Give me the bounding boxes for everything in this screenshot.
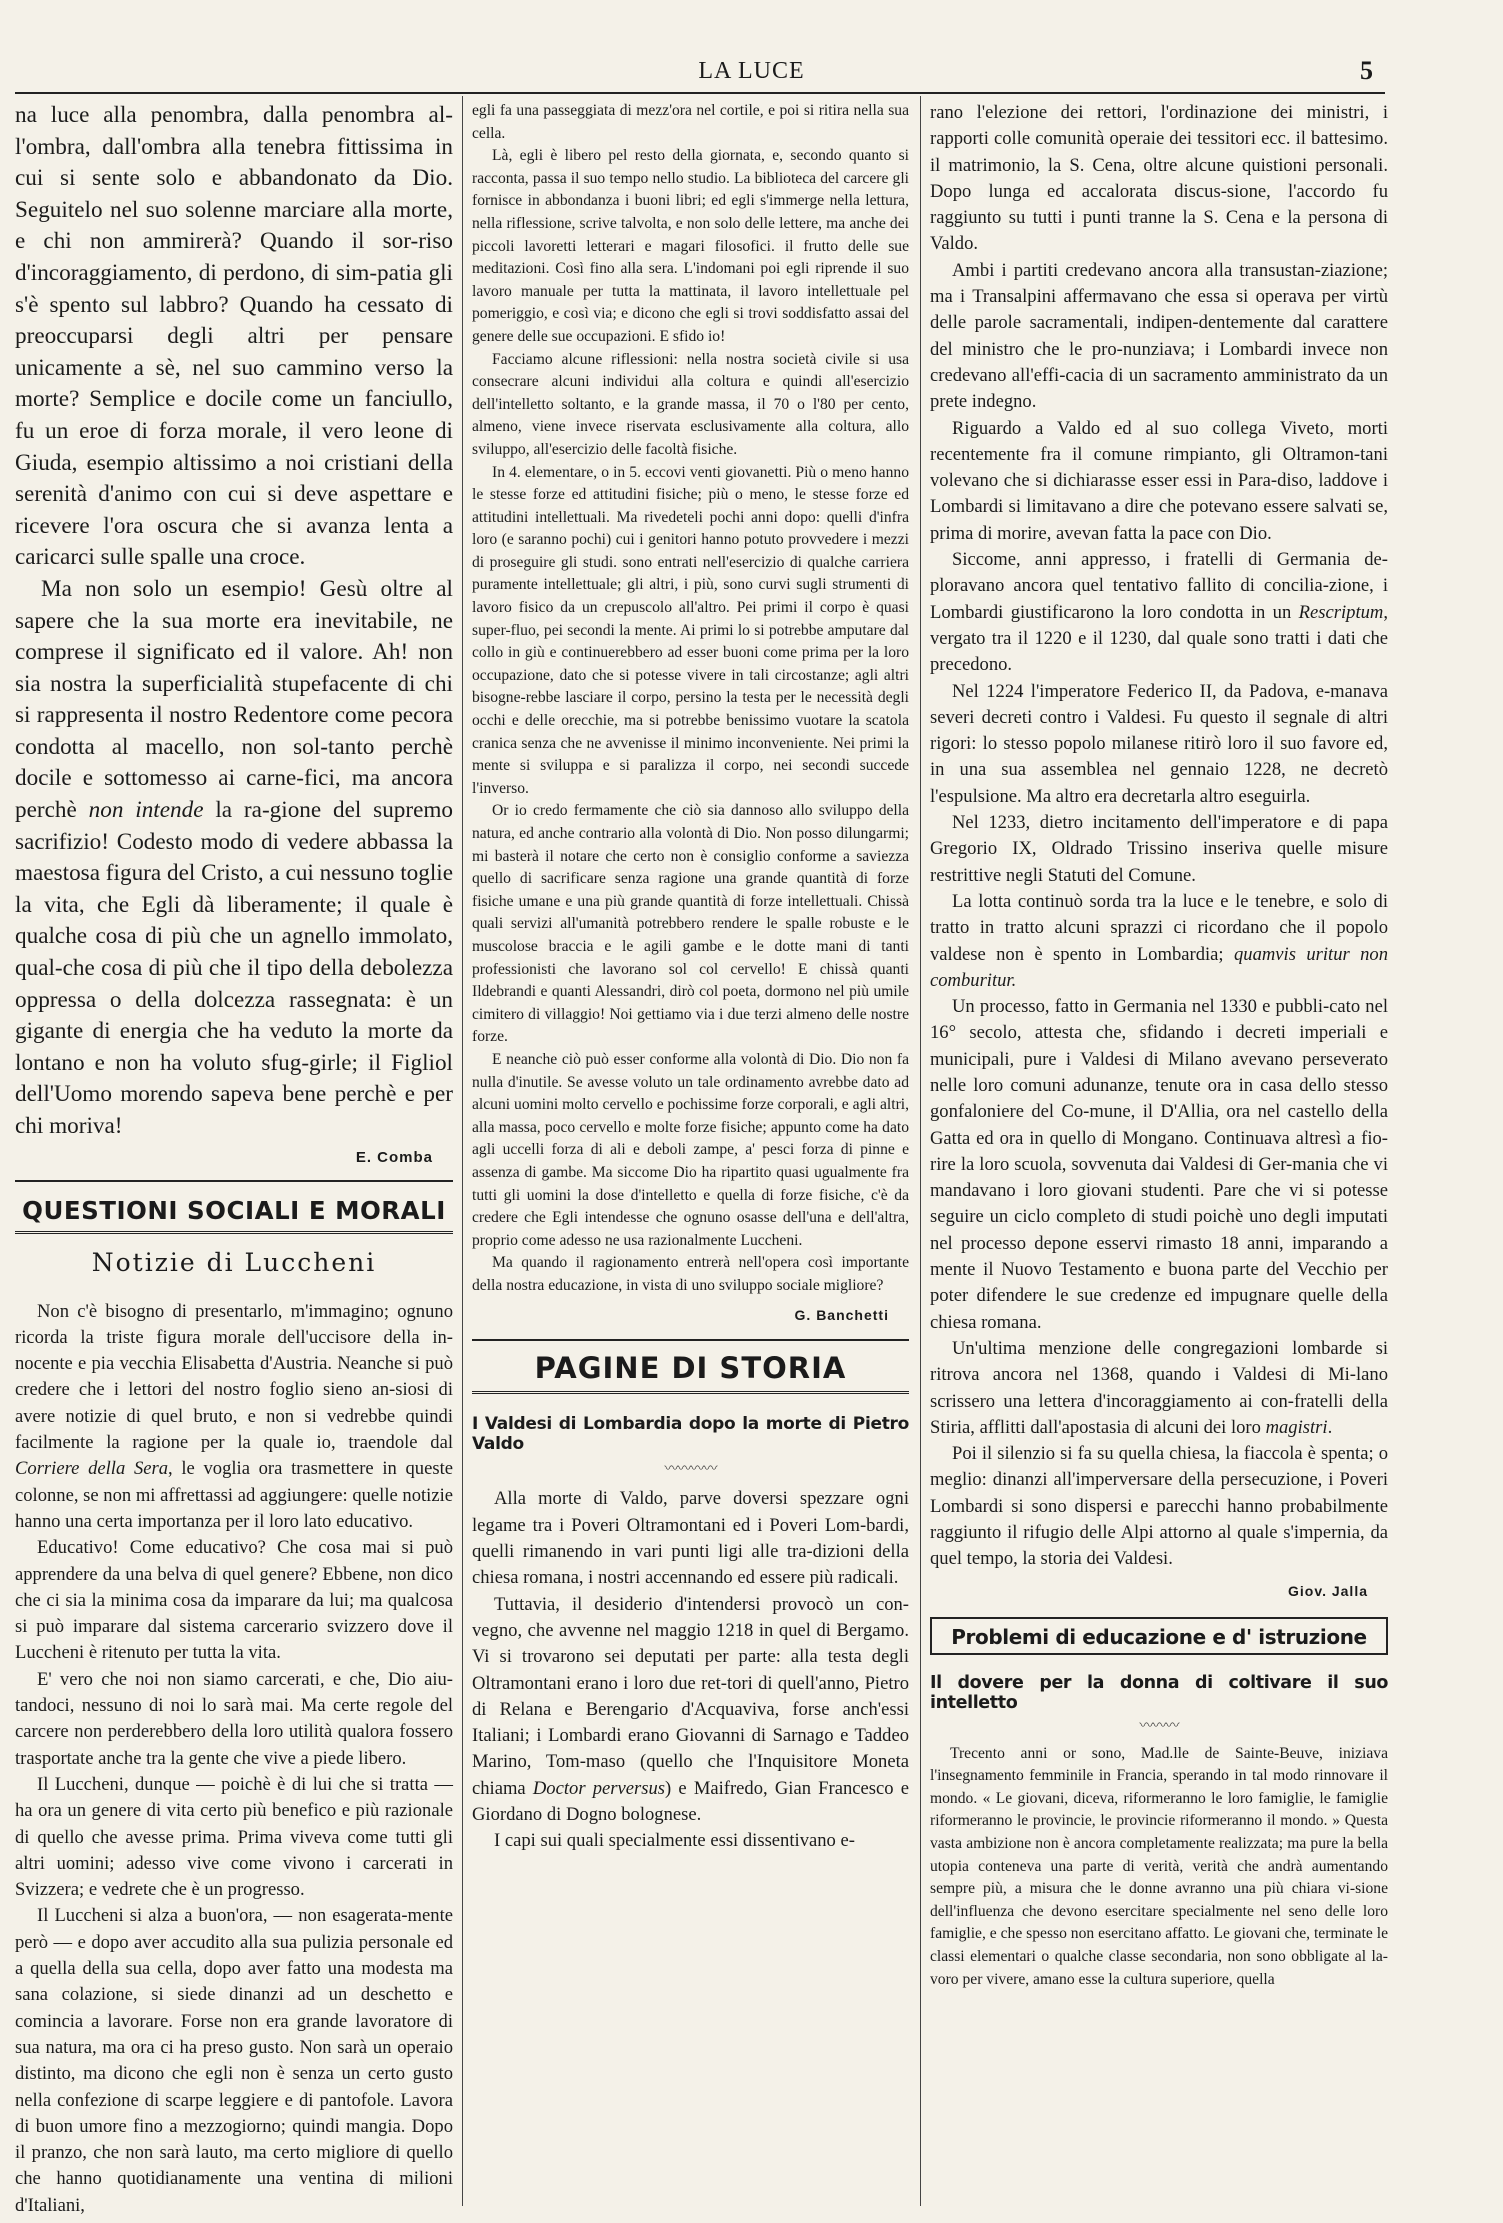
paragraph: Ma quando il ragionamento entrerà nell'opera così importante della nostra educazione, in vista di uno sviluppo sociale migliore? [472, 1254, 909, 1294]
paragraph: Un processo, fatto in Germania nel 1330 e pubbli-cato nel 16° secolo, attesta che, sfidando i decreti imperiali e municipali, pure i Valdesi di Milano avevano perseverato nelle loro comuni adunanze, tenute ora in casa dello stesso gonfaloniere del Co-mune, il D'Allia, ora nel castello della Gatta ed ora in quello di Mongano. Continuava altresì a fio-rire la loro scuola, sovvenuta dai Valdesi di Ger-mania che vi mandavano i loro giovani studenti. Pare che vi si potesse seguire un ciclo completo di studi poichè uno degli imputati nel processo depone esservi rimasto 18 anni, imparando a mente il Nuovo Testamento e buona parte del Vecchio per poter difendere le sue credenze ed impugnare quelle della chiesa romana. [930, 996, 1388, 1333]
paragraph: Un'ultima menzione delle congregazioni lombarde si ritrova ancora nel 1368, quando i Valdesi di Mi-lano scrissero una lettera d'incoraggiamento ai con-fratelli della Stiria, afflitti dall'apostasia di alcuni dei loro magistri. [930, 1337, 1388, 1438]
paragraph: Il Luccheni, dunque — poichè è di lui che si tratta — ha ora un genere di vita certo più benefico e più razionale di quello che avesse prima. Prima viveva come tutti gli altri uomini; adesso vive come vivono i carcerati in Svizzera; e vedrete che è un progresso. [15, 1773, 453, 1901]
newspaper-title: LA LUCE [698, 58, 805, 84]
article-title: I Valdesi di Lombardia dopo la morte di Pietro Valdo [472, 1414, 909, 1455]
paragraph: Alla morte di Valdo, parve doversi spezzare ogni legame tra i Poveri Oltramontani ed i Poveri Lom-bardi, quelli rimanendo in vari punti ligi alle tra-dizioni della chiesa romana, i nostri accennando ed essere più radicali. [472, 1488, 909, 1589]
paragraph: Il Luccheni si alza a buon'ora, — non esagerata-mente però — e dopo aver accudito alla sua pulizia personale ed a quella della sua cella, dopo aver fatto una modesta ma sana colazione, si siede dinanzi ad un deschetto e comincia a lavorare. Forse non era grande lavoratore di sua natura, ma ora ci ha preso gusto. Non sarà un operaio distinto, ma dicono che egli non è senza un certo gusto nella confezione di scarpe leggiere e di pantofole. Lavora di buon umore fino a mezzogiorno; quindi mangia. Dopo il pranzo, che non sarà lauto, ma certo migliore di quello che hanno quotidianamente una ventina di milioni d'Italiani, [15, 1905, 453, 2216]
paragraph: Ambi i partiti credevano ancora alla transustan-ziazione; ma i Transalpini affermavano che essa si operava per virtù delle parole sacramentali, indipen-dentemente dal carattere del ministro che le pro-nunziava; i Lombardi invece non credevano all'effi-cacia di un sacramento amministrato da un prete indegno. [930, 259, 1388, 413]
article-title: Il dovere per la donna di coltivare il suo intelletto [930, 1672, 1388, 1713]
paragraph: E' vero che noi non siamo carcerati, e che, Dio aiu-tandoci, nessuno di noi lo sarà mai. Ma certe regole del carcere non perderebbero della loro utilità qualora fossero trasportate anche tra la gente che vive a piede libero. [15, 1668, 453, 1769]
paragraph: Ma non solo un esempio! Gesù oltre al sapere che la sua morte era inevitabile, ne comprese il significato ed il valore. Ah! non sia nostra la superficialità stupefacente di chi si rappresenta il nostro Redentore come pecora condotta al macello, non sol-tanto perchè docile e sottomesso ai carne-fici, ma ancora perchè non intende la ra-gione del supremo sacrifizio! Codesto modo di vedere abbassa la maestosa figura del Cristo, a cui nessuno toglie la vita, che Egli dà liberamente; il quale è qualche cosa di più che un agnello immolato, qual-che cosa di più che il tipo della debolezza oppressa o della dolcezza rassegnata: è un gigante di energia che ha veduto la morte da lontano e non ha voluto sfug-girle; il Figliol dell'Uomo morendo sapeva bene perchè e per chi moriva! [15, 575, 454, 1139]
section-heading: PAGINE DI STORIA [472, 1339, 909, 1394]
column-1 [15, 100, 454, 2216]
italic-text: magistri [1265, 1416, 1328, 1438]
page-header [0, 52, 1503, 92]
paragraph: Tuttavia, il desiderio d'intendersi provocò un con-vegno, che avvenne nel maggio 1218 in quel di Bergamo. Vi si trovarono sei deputati per parte: alla testa degli Oltramontani erano i loro due ret-tori di quell'anno, Pietro di Relana e Berengario d'Acquaviva, forse anch'essi Italiani; i Lombardi erano Giovanni di Sarnago e Taddeo Marino, Tom-maso (quello che l'Inquisitore Moneta chiama Doctor perversus) e Maifredo, Gian Francesco e Giordano di Dogno bolognese. [472, 1593, 909, 1826]
signature: Giov. Jalla [1288, 1582, 1368, 1599]
column-divider-1 [462, 96, 463, 2206]
section-heading: QUESTIONI SOCIALI E MORALI [15, 1180, 453, 1234]
italic-text: non intende [88, 797, 204, 824]
paragraph: Nel 1233, dietro incitamento dell'imperatore e di papa Gregorio IX, Oldrado Trissino inseriva quelle misure restrittive negli Statuti del Comune. [930, 812, 1388, 886]
paragraph: rano l'elezione dei rettori, l'ordinazione dei ministri, i rapporti colle comunità operaie dei tessitori ecc. il battesimo. il matrimonio, la S. Cena, oltre alcune quistioni personali. Dopo lunga ed accalorata discus-sione, l'accordo fu raggiunto su tutti i punti tranne la S. Cena e la persona di Valdo. [930, 102, 1388, 255]
column-3 [930, 100, 1388, 2210]
italic-text: Doctor perversus [532, 1777, 666, 1799]
paragraph: na luce alla penombra, dalla penombra al-l'ombra, dall'ombra alla tenebra fittissima in cui si sente solo e abbandonato da Dio. Seguitelo nel suo solenne marciare alla morte, e chi non ammirerà? Quando il sor-riso d'incoraggiamento, di perdono, di sim-patia gli s'è spento sul labbro? Quando ha cessato di preoccuparsi degli altri per pensare unicamente a sè, nel suo cammino verso la morte? Semplice e docile come un fanciullo, fu un eroe di forza morale, il vero leone di Giuda, esempio altissimo a noi cristiani della serenità d'animo con cui si deve aspettare e ricevere l'ora oscura che si avanza lenta a caricarci sulle spalle una croce. [15, 102, 453, 571]
paragraph: Or io credo fermamente che ciò sia dannoso allo sviluppo della natura, ed anche contrario alla volontà di Dio. Non posso dilungarmi; mi basterà il notare che certo non è consiglio conforme a saviezza quello di sacrificare senza ragione una grande quantità di forze fisiche umane e una più grande quantità di forze intellettuali. Chissà quali servizi all'umanità potrebbero rendere le spalle robuste e le muscolose braccia e le agili gambe e le dotte mani di tanti professionisti che lavorano sol col cervello! E chissà quanti Ildebrandi e quanti Alessandri, dirò col poeta, dormono nel più umile cimitero di villaggio! Noi gettiamo via i due terzi almeno delle nostre forze. [472, 802, 909, 1046]
column-divider-2 [920, 96, 921, 2206]
paragraph: Riguardo a Valdo ed al suo collega Viveto, morti recentemente fra il comune rimpianto, gli Oltramon-tani volevano che si dichiarasse esser essi in Para-diso, laddove i Lombardi si limitavano a dire che potevano essere salvati se, prima di morire, avevan fatta la pace con Dio. [930, 417, 1388, 544]
italic-text: Rescriptum [1298, 601, 1384, 623]
paragraph: I capi sui quali specialmente essi dissentivano e- [494, 1830, 855, 1852]
paragraph: egli fa una passeggiata di mezz'ora nel cortile, e poi si ritira nella sua cella. [472, 102, 909, 142]
article-body [472, 100, 909, 1297]
paragraph: Facciamo alcune riflessioni: nella nostra società civile si usa consecrare alcuni individui alla coltura e quindi all'esercizio dell'intelletto soltanto, e la grande massa, il 70 o l'80 per cento, almeno, viene invece riservata esclusivamente alla coltura, allo sviluppo, all'esercizio delle facoltà fisiche. [472, 350, 909, 458]
column-2 [472, 100, 909, 2210]
article-body [930, 1743, 1388, 1992]
decorative-squiggle: 〰〰〰 [1139, 1718, 1179, 1734]
paragraph: Là, egli è libero pel resto della giornata, e, secondo quanto si racconta, passa il suo tempo nello studio. La biblioteca del carcere gli fornisce in abbondanza i buoni libri; ed egli s'immerge nella lettura, nella riflessione, scrive talvolta, e non solo delle lettere, ma anche dei piccoli lavoretti letterari e magari filosofici. il frutto delle sue meditazioni. Così fino alla sera. L'indomani poi egli riprende il suo lavoro manuale per tutta la mattinata, il lavoro intellettuale pel pomeriggio, e così via; e dicono che egli si trovi soddisfatto assai del genere delle sue occupazioni. E sfido io! [472, 147, 909, 345]
paragraph: E neanche ciò può esser conforme alla volontà di Dio. Dio non fa nulla d'inutile. Se avesse voluto un tale ordinamento avrebbe dato ad alcuni uomini molto cervello e pochissime forze corporali, e agli altri, alla massa, poco cervello e molte forze fisiche; appunto come ha dato agli uccelli forza di ali e deboli zampe, a' pesci forza di pinne e assenza di gambe. Ma siccome Dio ha ripartito quasi ugualmente fra tutti gli uomini la dose d'intelletto e quella di forze fisiche, c'è da credere che Egli intendesse che ognuno osasse dell'una e dell'altra, proprio come adesso ne usa razionalmente Luccheni. [472, 1050, 909, 1249]
section-heading: Problemi di educazione e d' istruzione [930, 1617, 1388, 1655]
decorative-squiggle: 〰〰〰〰 [664, 1462, 717, 1478]
article-title: Notizie di Luccheni [91, 1247, 377, 1277]
italic-text: quamvis uritur non comburitur. [930, 943, 1388, 991]
article-body [930, 100, 1388, 1573]
paragraph: Poi il silenzio si fa su quella chiesa, la fiaccola è spenta; o meglio: dinanzi all'imperversare della persecuzione, i Poveri Lombardi si sono dispersi e parecchi hanno probabilmente raggiunto il rifugio delle Alpi attorno al quale s'impernia, da quel tempo, la storia dei Valdesi. [930, 1443, 1388, 1570]
article-body [15, 1299, 453, 2219]
paragraph: In 4. elementare, o in 5. eccovi venti giovanetti. Più o meno hanno le stesse forze ed attitudini fisiche; più o meno, le stesse forze ed attitudini intellettuali. Ma rivedeteli pochi anni dopo: quelli d'infra loro (e saranno pochi) cui i genitori hanno potuto provvedere i mezzi di proseguire gli studi. sono entrati nell'esercizio di qualche carriera puramente intellettuale; gli altri, i più, sono curvi sugli strumenti di lavoro fisico da un crepuscolo all'altro. Pei primi il corpo è quasi super-fluo, pei secondi la mente. Ai primi lo si potrebbe amputare dal collo in giù e continuerebbero ad esser buoni come prima per la loro occupazione, dato che si potesse vivere in tali circostanze; agli altri bisogne-rebbe lasciare il corpo, persino la testa per le necessità degli occhi e delle orecchie, ma si potrebbe benissimo vuotare la scatola cranica senza che ne avvenisse il minimo inconveniente. Nei primi la mente si sviluppa e si paralizza il corpo, nei secondi succede l'inverso. [472, 463, 909, 797]
signature: G. Banchetti [794, 1307, 889, 1324]
paragraph: La lotta continuò sorda tra la luce e le tenebre, e solo di tratto in tratto alcuni sprazzi ci ricordano che il popolo valdese non è spento in Lombardia; quamvis uritur non comburitur. [930, 890, 1388, 991]
signature: E. Comba [355, 1148, 433, 1166]
article-body [472, 1486, 909, 1854]
article-continuation [15, 100, 453, 1143]
page-number: 5 [1360, 56, 1373, 85]
header-rule [15, 92, 1385, 94]
paragraph: Trecento anni or sono, Mad.lle de Sainte-Beuve, iniziava l'insegnamento femminile in Francia, sperando in tal modo rinnovare il mondo. « Le giovani, diceva, riformeranno le loro famiglie, le famiglie riformeranno le provincie, le provincie riformeranno il mondo. » Questa vasta ambizione non è ancora completamente realizzata; ma pure la bella utopia conteneva una parte di verità, verità che andrà aumentando sempre più, a misura che le donne avranno una più chiara vi-sione dell'influenza che devono esercitare specialmente nel seno delle loro famiglie, e che spesso non esercitano affatto. Le giovani che, terminate le classi elementari o qualche classe secondaria, non sono obbligate al la-voro per vivere, amano esse la cultura superiore, quella [930, 1744, 1388, 1988]
paragraph: Siccome, anni appresso, i fratelli di Germania de-ploravano ancora quel tentativo fallito di concilia-zione, i Lombardi giustificarono la loro condotta in un Rescriptum, vergato tra il 1220 e il 1230, dal quale sono tratti i dati che precedono. [930, 549, 1388, 676]
paragraph: Nel 1224 l'imperatore Federico II, da Padova, e-manava severi decreti contro i Valdesi. Fu questo il segnale di altri rigori: lo stesso popolo milanese ritirò loro il suo favore ed, in una sua assemblea nel gennaio 1228, ne decretò l'espulsione. Ma altro era decretarla altro eseguirla. [930, 680, 1388, 807]
paragraph: Non c'è bisogno di presentarlo, m'immagino; ognuno ricorda la triste figura morale dell'uccisore della in-nocente e pia vecchia Elisabetta d'Austria. Neanche si può credere che i lettori del nostro foglio sieno an-siosi di avere notizie di quel bruto, e non si vedrebbe quindi facilmente la ragione per la quale io, traendole dal Corriere della Sera, le voglia ora trasmettere in queste colonne, se non mi affrettassi ad aggiungere: quelle notizie hanno una certa importanza per il loro lato educativo. [15, 1300, 454, 1532]
italic-text: Corriere della Sera [15, 1458, 169, 1480]
paragraph: Educativo! Come educativo? Che cosa mai si può apprendere da una belva di quel genere? Ebbene, non dico che ci sia la minima cosa da imparare da lui; ma qualcosa si può imparare dal sistema carcerario svizzero dove il Luccheni è ritenuto per tutta la vita. [15, 1537, 453, 1664]
